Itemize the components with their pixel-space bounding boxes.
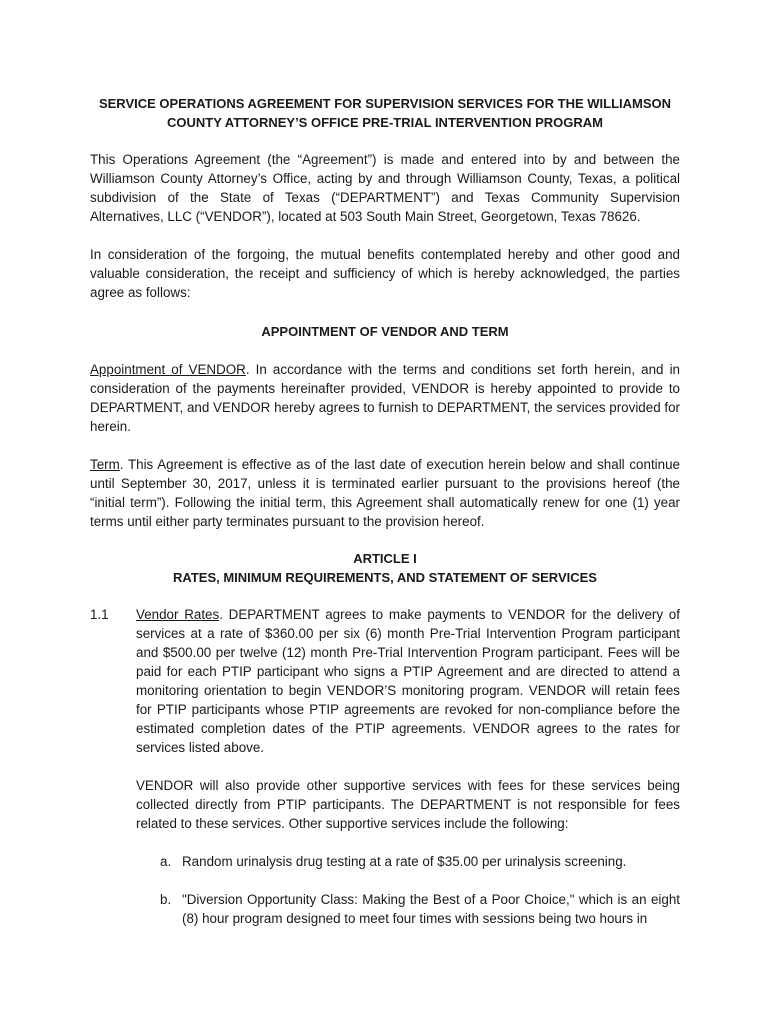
title-line-2: COUNTY ATTORNEY’S OFFICE PRE-TRIAL INTERVENTION PROGRAM	[166, 115, 603, 130]
appointment-paragraph	[90, 360, 680, 436]
list-item-letter: a.	[160, 854, 172, 869]
list-item: "Diversion Opportunity Class: Making the Best of a Poor Choice," which is an eight (8) hour program designed to meet four times with sessions being two hours in	[182, 892, 680, 926]
vendor-rates-label: Vendor Rates	[136, 607, 220, 622]
list-item-letter: b.	[160, 892, 172, 907]
article-number: ARTICLE I	[353, 551, 417, 566]
term-text: . This Agreement is effective as of the last date of execution herein below and shall continue until September 30, 2017, unless it is terminated earlier pursuant to the provisions hereof (the “initial term”). Following the initial term, this Agreement shall automatically renew for one (1) year terms until either party terminates pursuant to the provision hereof.	[90, 457, 680, 529]
supportive-services-paragraph: VENDOR will also provide other supportive services with fees for these services being collected directly from PTIP participants. The DEPARTMENT is not responsible for fees related to these services. Other supportive services include the following:	[136, 778, 680, 831]
appointment-heading: APPOINTMENT OF VENDOR AND TERM	[261, 324, 509, 339]
appointment-label: Appointment of VENDOR	[90, 362, 246, 377]
vendor-rates-text: . DEPARTMENT agrees to make payments to VENDOR for the delivery of services at a rate of $360.00 per six (6) month Pre-Trial Intervention Program participant and $500.00 per twelve (12) month Pre-Trial Intervention Program participant. Fees will be paid for each PTIP participant who signs a PTIP Agreement and are directed to attend a monitoring orientation to begin VENDOR’S monitoring program. VENDOR will retain fees for PTIP participants whose PTIP agreements are revoked for non-compliance before the estimated completion dates of the PTIP agreements. VENDOR agrees to the rates for services listed above.	[136, 607, 680, 755]
list-item: Random urinalysis drug testing at a rate of $35.00 per urinalysis screening.	[182, 854, 627, 869]
section-1-1-paragraph	[136, 605, 680, 757]
section-number: 1.1	[90, 607, 109, 622]
title-line-1: SERVICE OPERATIONS AGREEMENT FOR SUPERVISION SERVICES FOR THE WILLIAMSON	[98, 96, 672, 111]
consideration-paragraph: In consideration of the forgoing, the mutual benefits contemplated hereby and other good and valuable consideration, the receipt and sufficiency of which is hereby acknowledged, the parties agree as follows:	[90, 247, 680, 300]
intro-paragraph: This Operations Agreement (the “Agreement”) is made and entered into by and between the Williamson County Attorney’s Office, acting by and through Williamson County, Texas, a political subdivision of the State of Texas (“DEPARTMENT”) and Texas Community Supervision Alternatives, LLC (“VENDOR”), located at 503 South Main Street, Georgetown, Texas 78626.	[90, 152, 680, 224]
term-paragraph	[90, 455, 680, 531]
article-title: RATES, MINIMUM REQUIREMENTS, AND STATEMENT OF SERVICES	[173, 570, 597, 585]
appointment-text: . In accordance with the terms and conditions set forth herein, and in consideration of the payments hereinafter provided, VENDOR is hereby appointed to provide to DEPARTMENT, and VENDOR hereby agrees to furnish to DEPARTMENT, the services provided for herein.	[90, 362, 680, 434]
term-label: Term	[90, 457, 120, 472]
document-title	[90, 94, 680, 132]
